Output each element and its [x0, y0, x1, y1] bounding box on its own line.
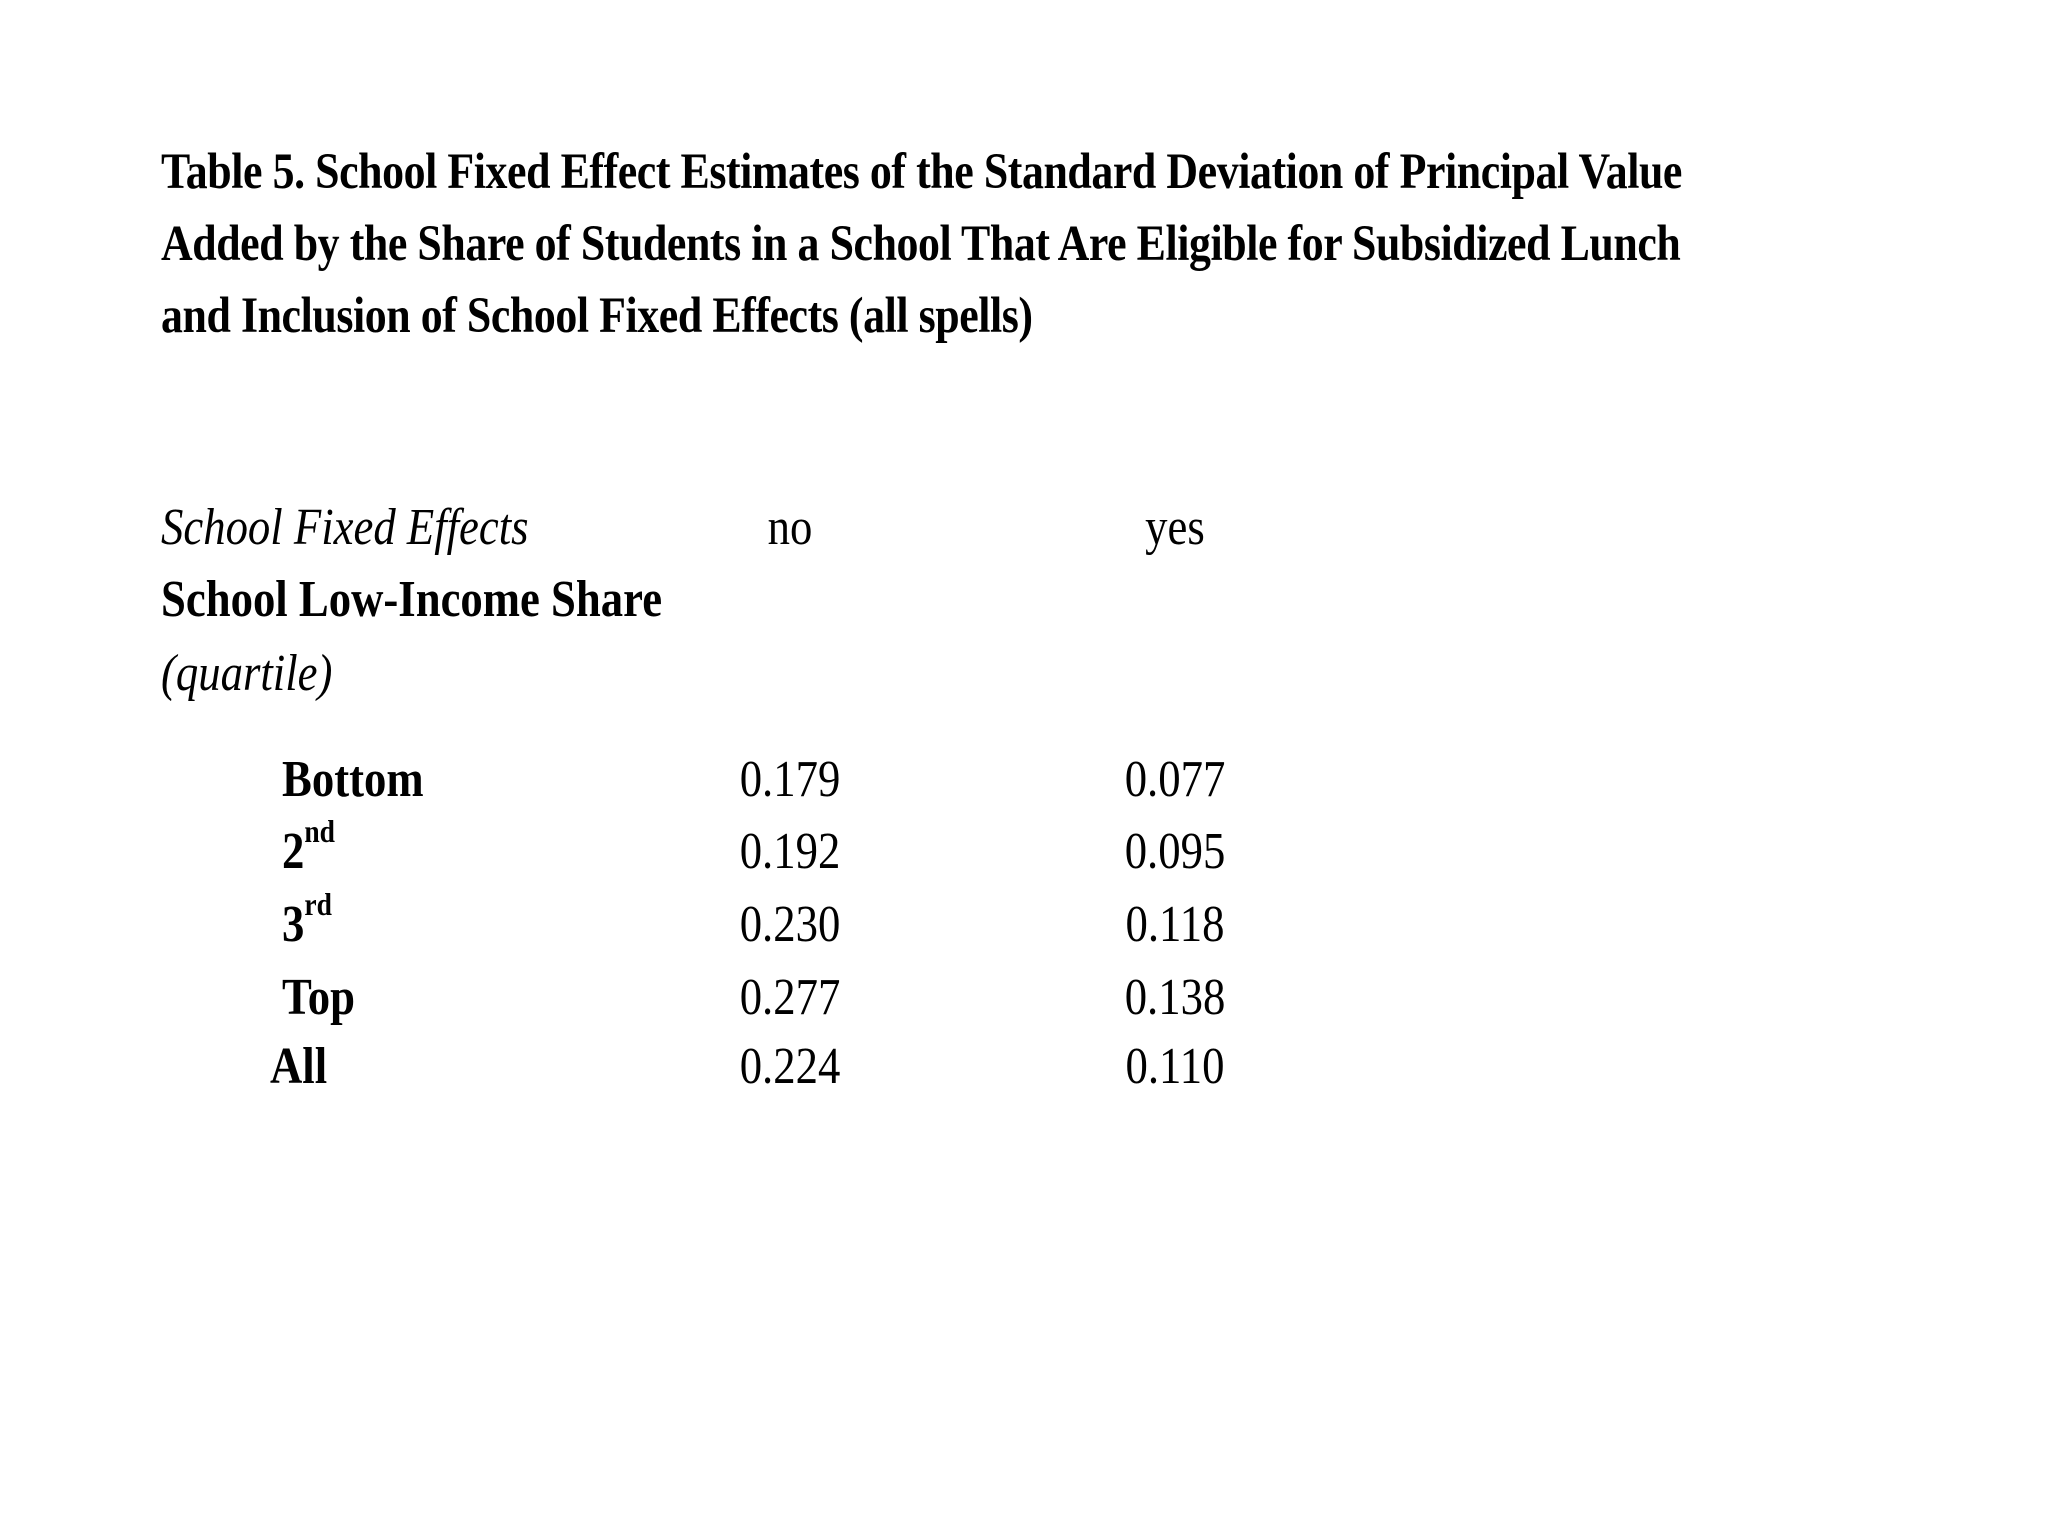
- cell-top-yes: 0.138: [1124, 969, 1226, 1026]
- row-label-text: Bottom: [282, 751, 424, 808]
- table-title-line-2: Added by the Share of Students in a School That Are Eligible for Subsidized Lunch: [161, 216, 1681, 272]
- table-title: [161, 136, 1682, 352]
- row-label-3rd: [282, 886, 332, 960]
- row-label-2nd: [282, 813, 335, 887]
- row-label-superscript: nd: [304, 813, 335, 849]
- table-title-line-1: Table 5. School Fixed Effect Estimates of the Standard Deviation of Principal Value: [161, 144, 1682, 200]
- cell-3rd-yes: 0.118: [1125, 896, 1225, 953]
- cell-3rd-no: 0.230: [739, 896, 841, 953]
- row-label-all: [270, 1037, 327, 1097]
- row-label-bottom: [282, 750, 424, 810]
- cell-2nd-no: 0.192: [739, 823, 841, 880]
- row-label-text: 3: [282, 896, 305, 953]
- cell-bottom-yes: 0.077: [1124, 751, 1226, 808]
- header-label-school-fixed-effects: School Fixed Effects: [161, 499, 529, 556]
- cell-top-no: 0.277: [739, 969, 841, 1026]
- row-label-top: [282, 968, 355, 1028]
- column-header-yes: yes: [1145, 499, 1205, 556]
- table-title-line-3: and Inclusion of School Fixed Effects (all spells): [161, 288, 1033, 344]
- column-header-no: no: [767, 499, 813, 556]
- row-label-text: Top: [282, 969, 355, 1026]
- row-label-text: All: [270, 1038, 328, 1095]
- section-label-low-income-share: School Low-Income Share: [161, 571, 663, 628]
- cell-2nd-yes: 0.095: [1124, 823, 1226, 880]
- row-label-text: 2: [282, 823, 305, 880]
- cell-all-no: 0.224: [739, 1038, 841, 1095]
- section-sublabel-quartile: (quartile): [161, 645, 333, 702]
- row-label-superscript: rd: [304, 886, 332, 922]
- cell-all-yes: 0.110: [1125, 1038, 1225, 1095]
- cell-bottom-no: 0.179: [739, 751, 841, 808]
